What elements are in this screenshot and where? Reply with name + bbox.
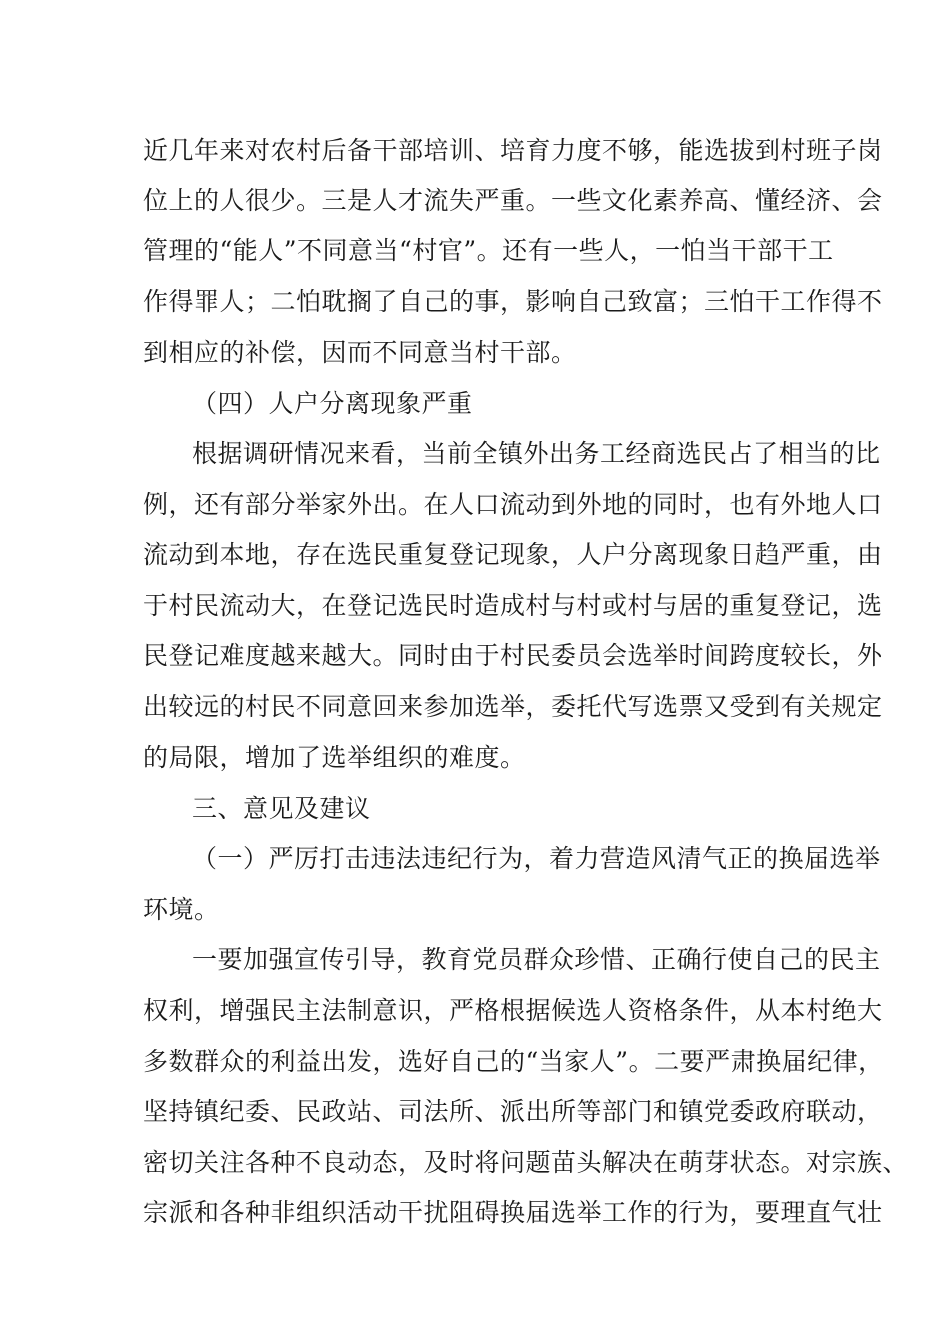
- body-text-line: 近几年来对农村后备干部培训、培育力度不够，能选拔到村班子岗: [143, 136, 883, 165]
- body-text-line: 权利，增强民主法制意识，严格根据候选人资格条件，从本村绝大: [143, 996, 883, 1025]
- body-text-line: 位上的人很少。三是人才流失严重。一些文化素养高、懂经济、会: [143, 186, 883, 215]
- body-text-line: 坚持镇纪委、民政站、司法所、派出所等部门和镇党委政府联动，: [143, 1097, 883, 1126]
- body-text-line: 流动到本地，存在选民重复登记现象，人户分离现象日趋严重，由: [143, 540, 883, 569]
- body-text-line: 多数群众的利益出发，选好自己的“当家人”。二要严肃换届纪律，: [143, 1047, 884, 1076]
- section-heading: （四）人户分离现象严重: [192, 389, 473, 418]
- section-heading: （一）严厉打击违法违纪行为，着力营造风清气正的换届选举: [192, 844, 881, 873]
- paragraph-first-line: 一要加强宣传引导，教育党员群众珍惜、正确行使自己的民主: [192, 945, 881, 974]
- body-text-line: 于村民流动大，在登记选民时造成村与村或村与居的重复登记，选: [143, 591, 883, 620]
- paragraph-first-line: 根据调研情况来看，当前全镇外出务工经商选民占了相当的比: [192, 439, 881, 468]
- body-text-line: 管理的“能人”不同意当“村官”。还有一些人，一怕当干部干工: [143, 236, 834, 265]
- body-text-line: 环境。: [143, 895, 220, 924]
- body-text-line: 宗派和各种非组织活动干扰阻碍换届选举工作的行为，要理直气壮: [143, 1198, 883, 1227]
- body-text-line: 作得罪人；二怕耽搁了自己的事，影响自己致富；三怕干工作得不: [143, 287, 883, 316]
- body-text-line: 到相应的补偿，因而不同意当村干部。: [143, 338, 577, 367]
- body-text-line: 的局限，增加了选举组织的难度。: [143, 743, 526, 772]
- body-text-line: 例，还有部分举家外出。在人口流动到外地的同时，也有外地人口: [143, 490, 883, 519]
- body-text-line: 民登记难度越来越大。同时由于村民委员会选举时间跨度较长，外: [143, 641, 883, 670]
- chapter-heading: 三、意见及建议: [192, 794, 371, 823]
- body-text-line: 出较远的村民不同意回来参加选举，委托代写选票又受到有关规定: [143, 692, 883, 721]
- body-text-line: 密切关注各种不良动态，及时将问题苗头解决在萌芽状态。对宗族、: [143, 1148, 909, 1177]
